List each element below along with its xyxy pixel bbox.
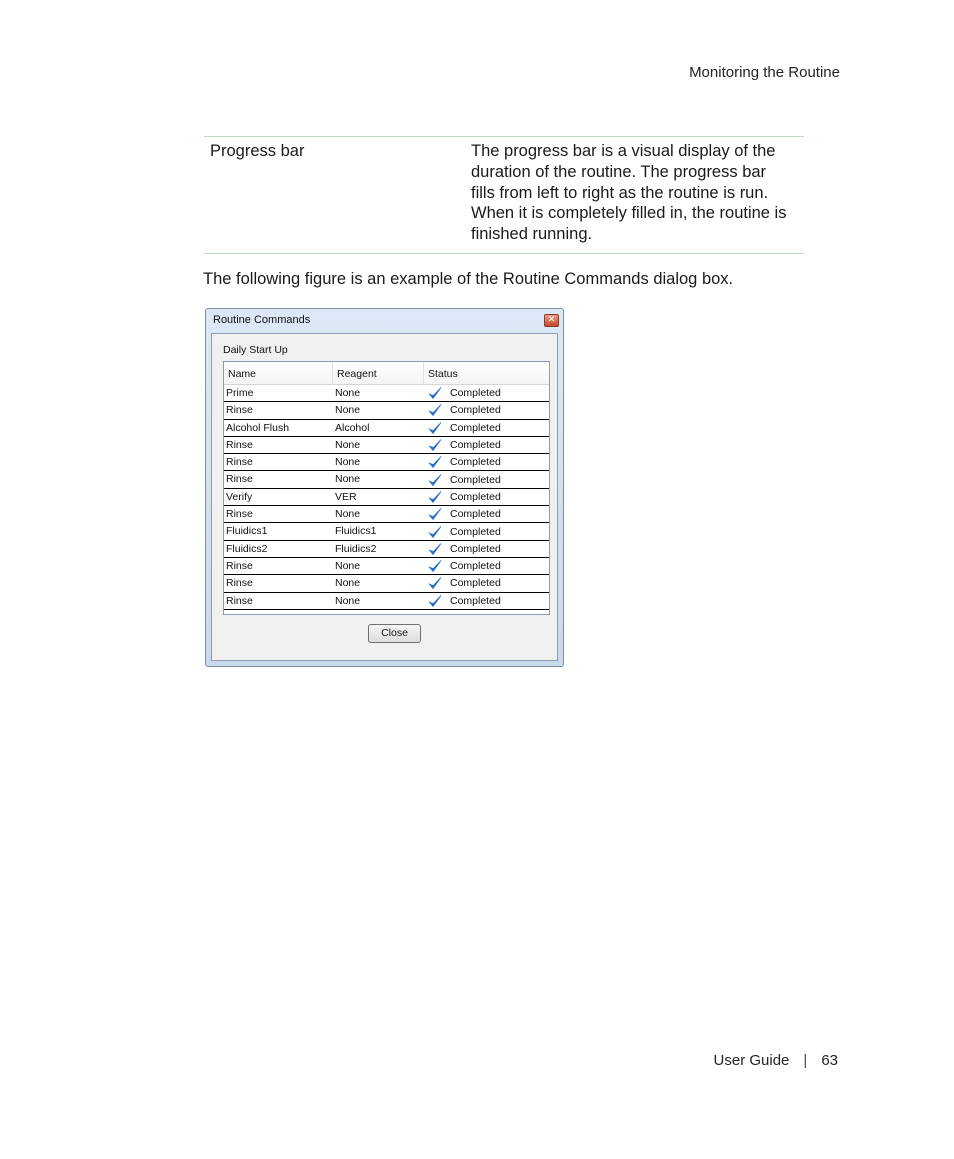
cell-status (424, 437, 549, 453)
cell-status (424, 593, 549, 609)
status-text: Completed (450, 490, 501, 503)
routine-commands-dialog (205, 308, 564, 667)
cell-status (424, 489, 549, 505)
window-close-icon[interactable]: ✕ (544, 314, 559, 327)
commands-grid (223, 361, 550, 615)
cell-reagent: None (335, 577, 361, 590)
routine-name-label: Daily Start Up (223, 344, 288, 356)
cell-status (424, 385, 549, 401)
check-icon (428, 576, 442, 590)
check-icon (428, 403, 442, 417)
cell-reagent: None (335, 559, 361, 572)
status-text: Completed (450, 542, 501, 555)
status-text: Completed (450, 473, 501, 486)
status-text: Completed (450, 525, 501, 538)
cell-reagent: Alcohol (335, 421, 370, 434)
cell-reagent: None (335, 404, 361, 417)
cell-status (424, 541, 549, 557)
column-header-reagent[interactable]: Reagent (333, 362, 424, 384)
cell-status (424, 575, 549, 591)
table-row[interactable] (224, 471, 549, 488)
check-icon (428, 473, 442, 487)
status-text: Completed (450, 594, 501, 607)
cell-status (424, 454, 549, 470)
cell-name: Rinse (226, 456, 253, 469)
cell-status (424, 523, 549, 539)
cell-reagent: None (335, 387, 361, 399)
dialog-client-area (211, 333, 558, 661)
check-icon (428, 490, 442, 504)
table-row[interactable] (224, 420, 549, 437)
status-text: Completed (450, 560, 501, 573)
cell-name: Fluidics2 (226, 542, 268, 555)
page-footer (714, 1052, 838, 1069)
cell-reagent: VER (335, 490, 357, 503)
column-header-name[interactable]: Name (224, 362, 333, 384)
check-icon (428, 386, 442, 400)
cell-name: Rinse (226, 473, 253, 486)
dialog-titlebar[interactable] (206, 309, 563, 333)
definition-term: Progress bar (210, 142, 305, 160)
close-button[interactable]: Close (368, 624, 421, 643)
table-row[interactable] (224, 385, 549, 402)
grid-header (224, 362, 549, 385)
cell-status (424, 471, 549, 487)
status-text: Completed (450, 387, 501, 400)
status-text: Completed (450, 456, 501, 469)
cell-name: Rinse (226, 404, 253, 417)
table-row[interactable] (224, 454, 549, 471)
check-icon (428, 542, 442, 556)
cell-name: Alcohol Flush (226, 421, 290, 434)
running-head: Monitoring the Routine (689, 64, 840, 81)
cell-reagent: None (335, 473, 361, 486)
cell-status (424, 558, 549, 574)
status-text: Completed (450, 577, 501, 590)
check-icon (428, 525, 442, 539)
cell-status (424, 506, 549, 522)
grid-body (224, 385, 549, 610)
cell-name: Verify (226, 490, 253, 503)
definition-description: The progress bar is a visual display of the duration of the routine. The progress bar fills from left to right as the routine is run. When it is completely filled in, the routine is finished running. (471, 142, 787, 244)
cell-reagent: None (335, 508, 361, 521)
table-row[interactable] (224, 593, 549, 610)
footer-separator: | (803, 1052, 808, 1069)
cell-reagent: Fluidics1 (335, 525, 377, 538)
table-row[interactable] (224, 575, 549, 592)
table-row[interactable] (224, 558, 549, 575)
check-icon (428, 455, 442, 469)
cell-reagent: Fluidics2 (335, 542, 377, 555)
check-icon (428, 507, 442, 521)
definition-table (204, 136, 804, 254)
cell-name: Fluidics1 (226, 525, 268, 538)
table-row[interactable] (224, 506, 549, 523)
cell-name: Rinse (226, 577, 253, 590)
check-icon (428, 438, 442, 452)
check-icon (428, 594, 442, 608)
cell-status (424, 420, 549, 436)
status-text: Completed (450, 508, 501, 521)
table-row[interactable] (224, 523, 549, 540)
footer-doc-name: User Guide (713, 1052, 790, 1069)
cell-reagent: None (335, 456, 361, 469)
page-number: 63 (821, 1052, 838, 1069)
status-text: Completed (450, 439, 501, 452)
dialog-title: Routine Commands (213, 314, 311, 326)
table-row[interactable] (224, 402, 549, 419)
check-icon (428, 559, 442, 573)
column-header-status[interactable]: Status (428, 368, 458, 380)
cell-reagent: None (335, 438, 361, 451)
status-text: Completed (450, 404, 501, 417)
cell-name: Prime (226, 387, 254, 399)
cell-name: Rinse (226, 594, 253, 607)
cell-status (424, 402, 549, 418)
table-row[interactable] (224, 541, 549, 558)
cell-name: Rinse (226, 559, 253, 572)
cell-reagent: None (335, 594, 361, 607)
status-text: Completed (450, 421, 501, 434)
cell-name: Rinse (226, 438, 253, 451)
cell-name: Rinse (226, 508, 253, 521)
table-row[interactable] (224, 489, 549, 506)
intro-paragraph: The following figure is an example of the Routine Commands dialog box. (203, 270, 734, 288)
table-row[interactable] (224, 437, 549, 454)
check-icon (428, 421, 442, 435)
